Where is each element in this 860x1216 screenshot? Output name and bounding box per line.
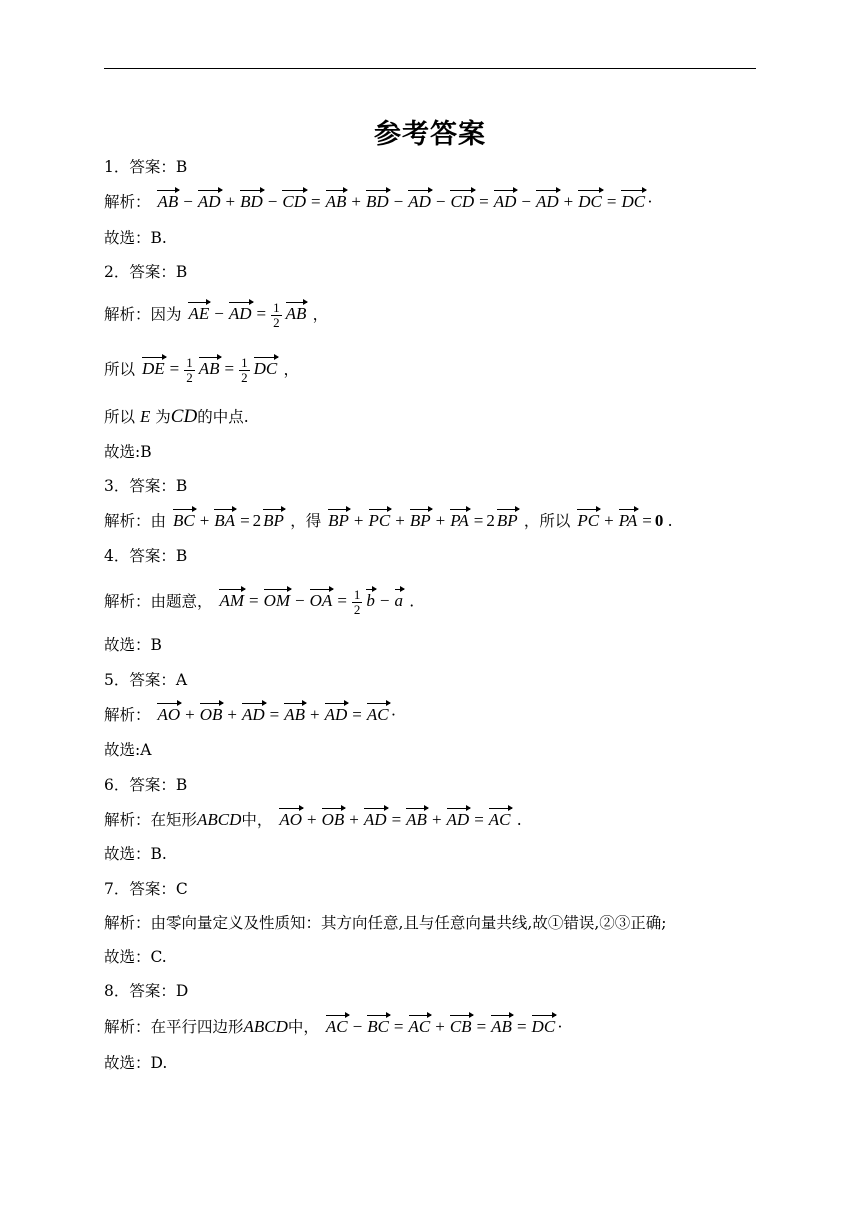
formula-4: AM = OM − OA = $\frac{1}{2}$ b − a [219,587,403,617]
analysis-2: 解析：因为 AE − AD = $\frac{1}{2}$ AB ， [104,300,329,330]
analysis-2c: 所以 E 为CD的中点. [104,406,249,427]
conclusion-7: 故选：C. [104,948,167,966]
analysis-7: 解析：由零向量定义及性质知：其方向任意,且与任意向量共线,故①错误,②③正确; [104,914,667,932]
formula-5: AO + OB + AD = AB + AD = AC · [157,705,397,724]
analysis-1 [104,191,653,213]
page-title: 参考答案 [374,119,486,150]
analysis-label: 解析： [104,193,151,211]
answer-1: 1．答案：B [104,158,188,176]
conclusion-4: 故选：B [104,636,162,654]
formula-6: AO + OB + AD = AB + AD = AC [279,810,511,829]
analysis-3: 解析：由 BC + BA = 2 BP ，得 BP + PC + BP + PA = 2 BP ，所以 PC + PA = 0 . [104,511,673,530]
analysis-2b: 所以 DE = $\frac{1}{2}$ AB = $\frac{1}{2}$ DC ， [104,355,299,385]
formula-2b: DE = $\frac{1}{2}$ AB = $\frac{1}{2}$ DC [141,355,278,385]
answer-7: 7．答案：C [104,880,188,898]
header-rule [104,68,756,69]
conclusion-8: 故选：D. [104,1054,168,1072]
answer-8: 8．答案：D [104,982,189,1000]
answer-4: 4．答案：B [104,547,188,565]
formula-3: BC + BA = 2 BP [172,511,284,530]
analysis-6: 解析：在矩形ABCD中， AO + OB + AD = AB + AD = AC . [104,810,522,829]
answer-3: 3．答案：B [104,477,188,495]
conclusion-6: 故选：B. [104,845,167,863]
analysis-8: 解析：在平行四边形ABCD中， AC − BC = AC + CB = AB = DC · [104,1017,563,1036]
analysis-5: 解析： AO + OB + AD = AB + AD = AC · [104,705,397,724]
fraction: $\frac{1}{2}$ [273,300,280,330]
answer-6: 6．答案：B [104,776,188,794]
formula-1: AB − AD + BD − CD = AB + BD − AD − CD = AD − AD + DC = DC · [157,192,653,211]
answer-5: 5．答案：A [104,671,188,689]
conclusion-1: 故选：B. [104,229,167,247]
answer-2: 2．答案：B [104,263,188,281]
conclusion-5: 故选:A [104,741,152,759]
formula-8: AC − BC = AC + CB = AB = DC · [325,1017,563,1036]
formula-2a: AE − AD = $\frac{1}{2}$ AB [188,300,307,330]
analysis-4: 解析：由题意， AM = OM − OA = $\frac{1}{2}$ b − a . [104,587,415,617]
conclusion-2: 故选:B [104,443,152,461]
